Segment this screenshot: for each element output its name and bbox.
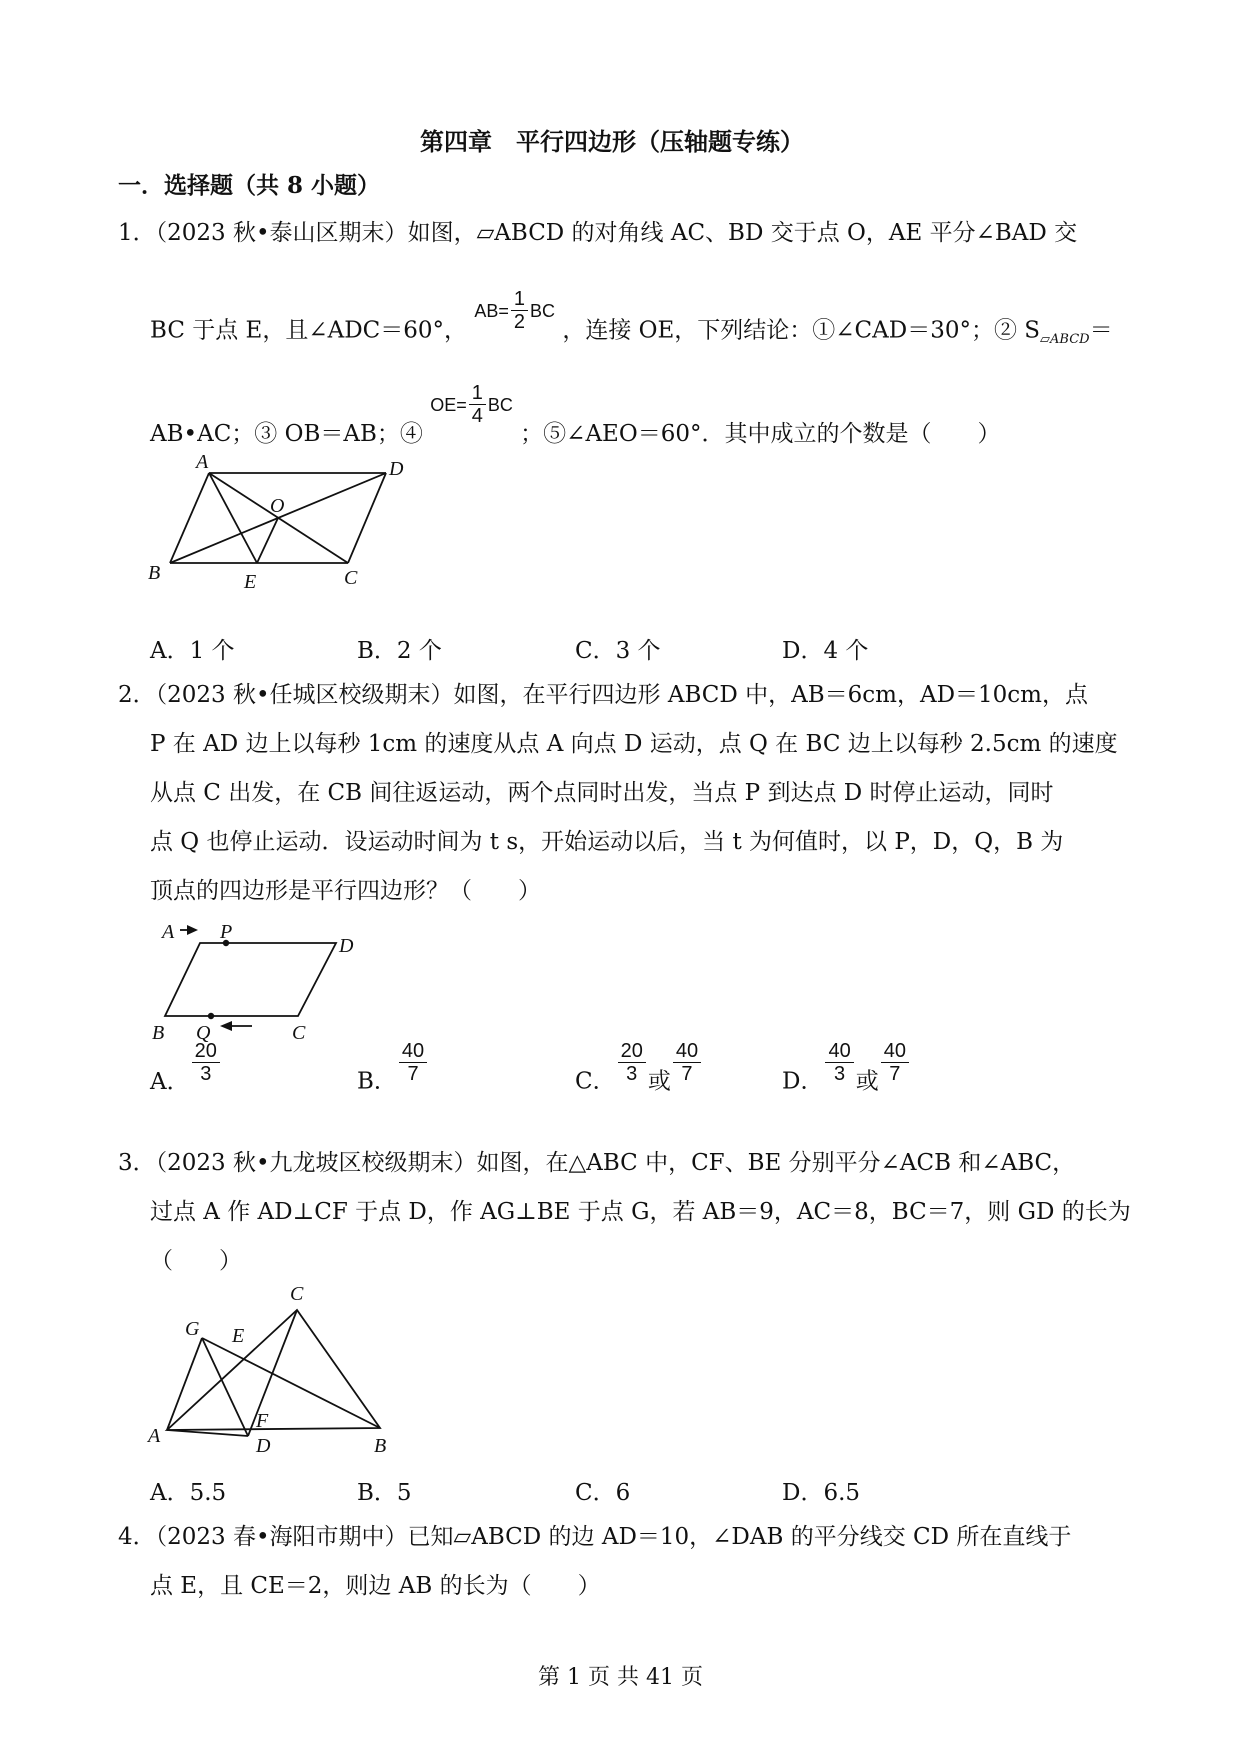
label-D: D	[389, 458, 404, 480]
denominator: 7	[407, 1063, 419, 1085]
denominator: 7	[681, 1063, 693, 1085]
label-A: A	[148, 1425, 161, 1447]
arrow-right-icon	[187, 925, 198, 935]
label-O: O	[270, 495, 285, 517]
or-text: 或	[647, 1068, 671, 1095]
q1-formula-oe	[430, 382, 513, 449]
label-A: A	[196, 451, 209, 473]
segment-AE	[209, 473, 257, 563]
numerator: 40	[825, 1040, 853, 1063]
fraction	[469, 382, 486, 427]
q1-source: （2023 秋•泰山区期末）	[155, 220, 408, 246]
q3-option-a[interactable]: A．5.5	[150, 1480, 227, 1506]
q3-number: 3．	[118, 1150, 156, 1176]
option-label: D．	[782, 1068, 824, 1095]
arrow-left-icon	[220, 1021, 232, 1031]
q2-option-c[interactable]	[575, 1040, 703, 1105]
q3-option-c[interactable]: C．6	[575, 1480, 631, 1506]
label-C: C	[292, 1022, 306, 1044]
label-D: D	[256, 1435, 271, 1455]
label-D: D	[339, 935, 354, 957]
q2-option-a[interactable]	[150, 1040, 222, 1105]
fraction	[881, 1040, 909, 1085]
or-text: 或	[855, 1068, 879, 1095]
q2-text-1: （2023 秋•任城区校级期末）如图，在平行四边形 ABCD 中，AB＝6cm，AD＝10cm，点	[155, 682, 1088, 708]
q4-line2: 点 E，且 CE＝2，则边 AB 的长为（ ）	[150, 1573, 601, 1599]
q2-option-d[interactable]	[782, 1040, 911, 1105]
fraction	[399, 1040, 427, 1085]
q1-figure-parallelogram	[140, 448, 420, 598]
option-label: A．	[150, 1068, 190, 1095]
q1-text-2a: BC 于点 E，且∠ADC＝60°，	[150, 317, 468, 344]
q1-option-a[interactable]: A．1 个	[150, 638, 235, 664]
q3-text-1: （2023 秋•九龙坡区校级期末）如图，在△ABC 中，CF、BE 分别平分∠ACB 和∠ABC，	[155, 1150, 1076, 1176]
q4-number: 4．	[118, 1524, 156, 1550]
denominator: 3	[626, 1063, 638, 1085]
q2-number: 2．	[118, 682, 156, 708]
denominator: 7	[889, 1063, 901, 1085]
page-footer: 第 1 页 共 41 页	[538, 1665, 703, 1690]
q1-line2	[150, 288, 1113, 355]
q4-line1	[118, 1522, 1071, 1552]
q2-line4: 点 Q 也停止运动．设运动时间为 t s，开始运动以后，当 t 为何值时，以 P，D，Q，B 为	[150, 829, 1064, 855]
denominator: 2	[513, 311, 525, 333]
denominator: 3	[200, 1063, 212, 1085]
formula-suffix: BC	[530, 300, 556, 321]
fraction	[618, 1040, 646, 1085]
q2-figure-parallelogram	[140, 918, 380, 1048]
label-G: G	[185, 1318, 200, 1340]
fraction	[511, 288, 528, 333]
formula-prefix: OE=	[430, 394, 467, 415]
q4-text-1: （2023 春•海阳市期中）已知▱ABCD 的边 AD＝10，∠DAB 的平分线交 CD 所在直线于	[155, 1524, 1072, 1550]
numerator: 40	[881, 1040, 909, 1063]
label-C: C	[290, 1283, 304, 1305]
formula-prefix: AB=	[474, 300, 509, 321]
label-A: A	[162, 921, 175, 943]
parallelogram-ABCD	[165, 943, 336, 1016]
fraction	[192, 1040, 220, 1085]
numerator: 20	[192, 1040, 220, 1063]
label-F: F	[256, 1410, 269, 1432]
q3-figure-triangle	[140, 1280, 420, 1455]
point-Q	[208, 1013, 214, 1019]
fraction	[825, 1040, 853, 1085]
numerator: 40	[673, 1040, 701, 1063]
denominator: 4	[471, 405, 483, 427]
label-E: E	[232, 1325, 245, 1347]
q3-option-b[interactable]: B．5	[357, 1480, 412, 1506]
q3-option-d[interactable]: D．6.5	[782, 1480, 861, 1506]
segment-AG	[167, 1338, 202, 1430]
numerator: 20	[618, 1040, 646, 1063]
option-label: C．	[575, 1068, 616, 1095]
q1-text-1: 如图，▱ABCD 的对角线 AC、BD 交于点 O，AE 平分∠BAD 交	[407, 220, 1078, 246]
label-B: B	[148, 562, 161, 584]
q2-line1	[118, 680, 1088, 710]
denominator: 3	[834, 1063, 846, 1085]
segment-AD	[167, 1430, 248, 1436]
segment-GB	[202, 1338, 380, 1428]
numerator: 40	[399, 1040, 427, 1063]
formula-suffix: BC	[487, 394, 513, 415]
q3-line2: 过点 A 作 AD⊥CF 于点 D，作 AG⊥BE 于点 G，若 AB＝9，AC＝8，BC＝7，则 GD 的长为	[150, 1199, 1131, 1225]
q1-text-2c: ＝	[1089, 317, 1113, 344]
q2-line5: 顶点的四边形是平行四边形？（ ）	[150, 878, 541, 904]
numerator: 1	[469, 382, 486, 405]
label-C: C	[344, 567, 358, 589]
q1-number: 1．	[118, 220, 156, 246]
q2-option-b[interactable]	[357, 1040, 429, 1105]
label-P: P	[220, 921, 233, 943]
option-label: B．	[357, 1068, 397, 1095]
fraction	[673, 1040, 701, 1085]
q1-text-3b: ；⑤∠AEO＝60°．其中成立的个数是（ ）	[520, 421, 1001, 447]
label-Q: Q	[196, 1022, 211, 1044]
segment-GD	[202, 1338, 248, 1436]
q1-formula-ab	[474, 288, 556, 355]
q1-line1	[118, 218, 1077, 248]
q1-subscript: ▱ABCD	[1040, 332, 1090, 347]
page-title: 第四章 平行四边形（压轴题专练）	[420, 127, 804, 156]
q3-line1	[118, 1148, 1075, 1178]
q1-text-3a: AB•AC；③ OB＝AB；④	[150, 421, 423, 447]
q2-line3: 从点 C 出发，在 CB 间往返运动，两个点同时出发，当点 P 到达点 D 时停止运动，同时	[150, 780, 1054, 806]
q3-line3: （ ）	[150, 1248, 242, 1274]
q1-option-d[interactable]: D．4 个	[782, 638, 869, 664]
label-E: E	[244, 571, 257, 593]
label-B: B	[374, 1435, 387, 1455]
section-heading: 一．选择题（共 8 小题）	[118, 172, 381, 199]
q1-line3	[150, 382, 1001, 449]
q1-text-2b: ，连接 OE，下列结论：①∠CAD＝30°；② S	[562, 317, 1041, 344]
q1-option-b[interactable]: B．2 个	[357, 638, 442, 664]
q1-option-c[interactable]: C．3 个	[575, 638, 661, 664]
q2-line2: P 在 AD 边上以每秒 1cm 的速度从点 A 向点 D 运动，点 Q 在 BC 边上以每秒 2.5cm 的速度	[150, 731, 1118, 757]
numerator: 1	[511, 288, 528, 311]
label-B: B	[152, 1022, 165, 1044]
